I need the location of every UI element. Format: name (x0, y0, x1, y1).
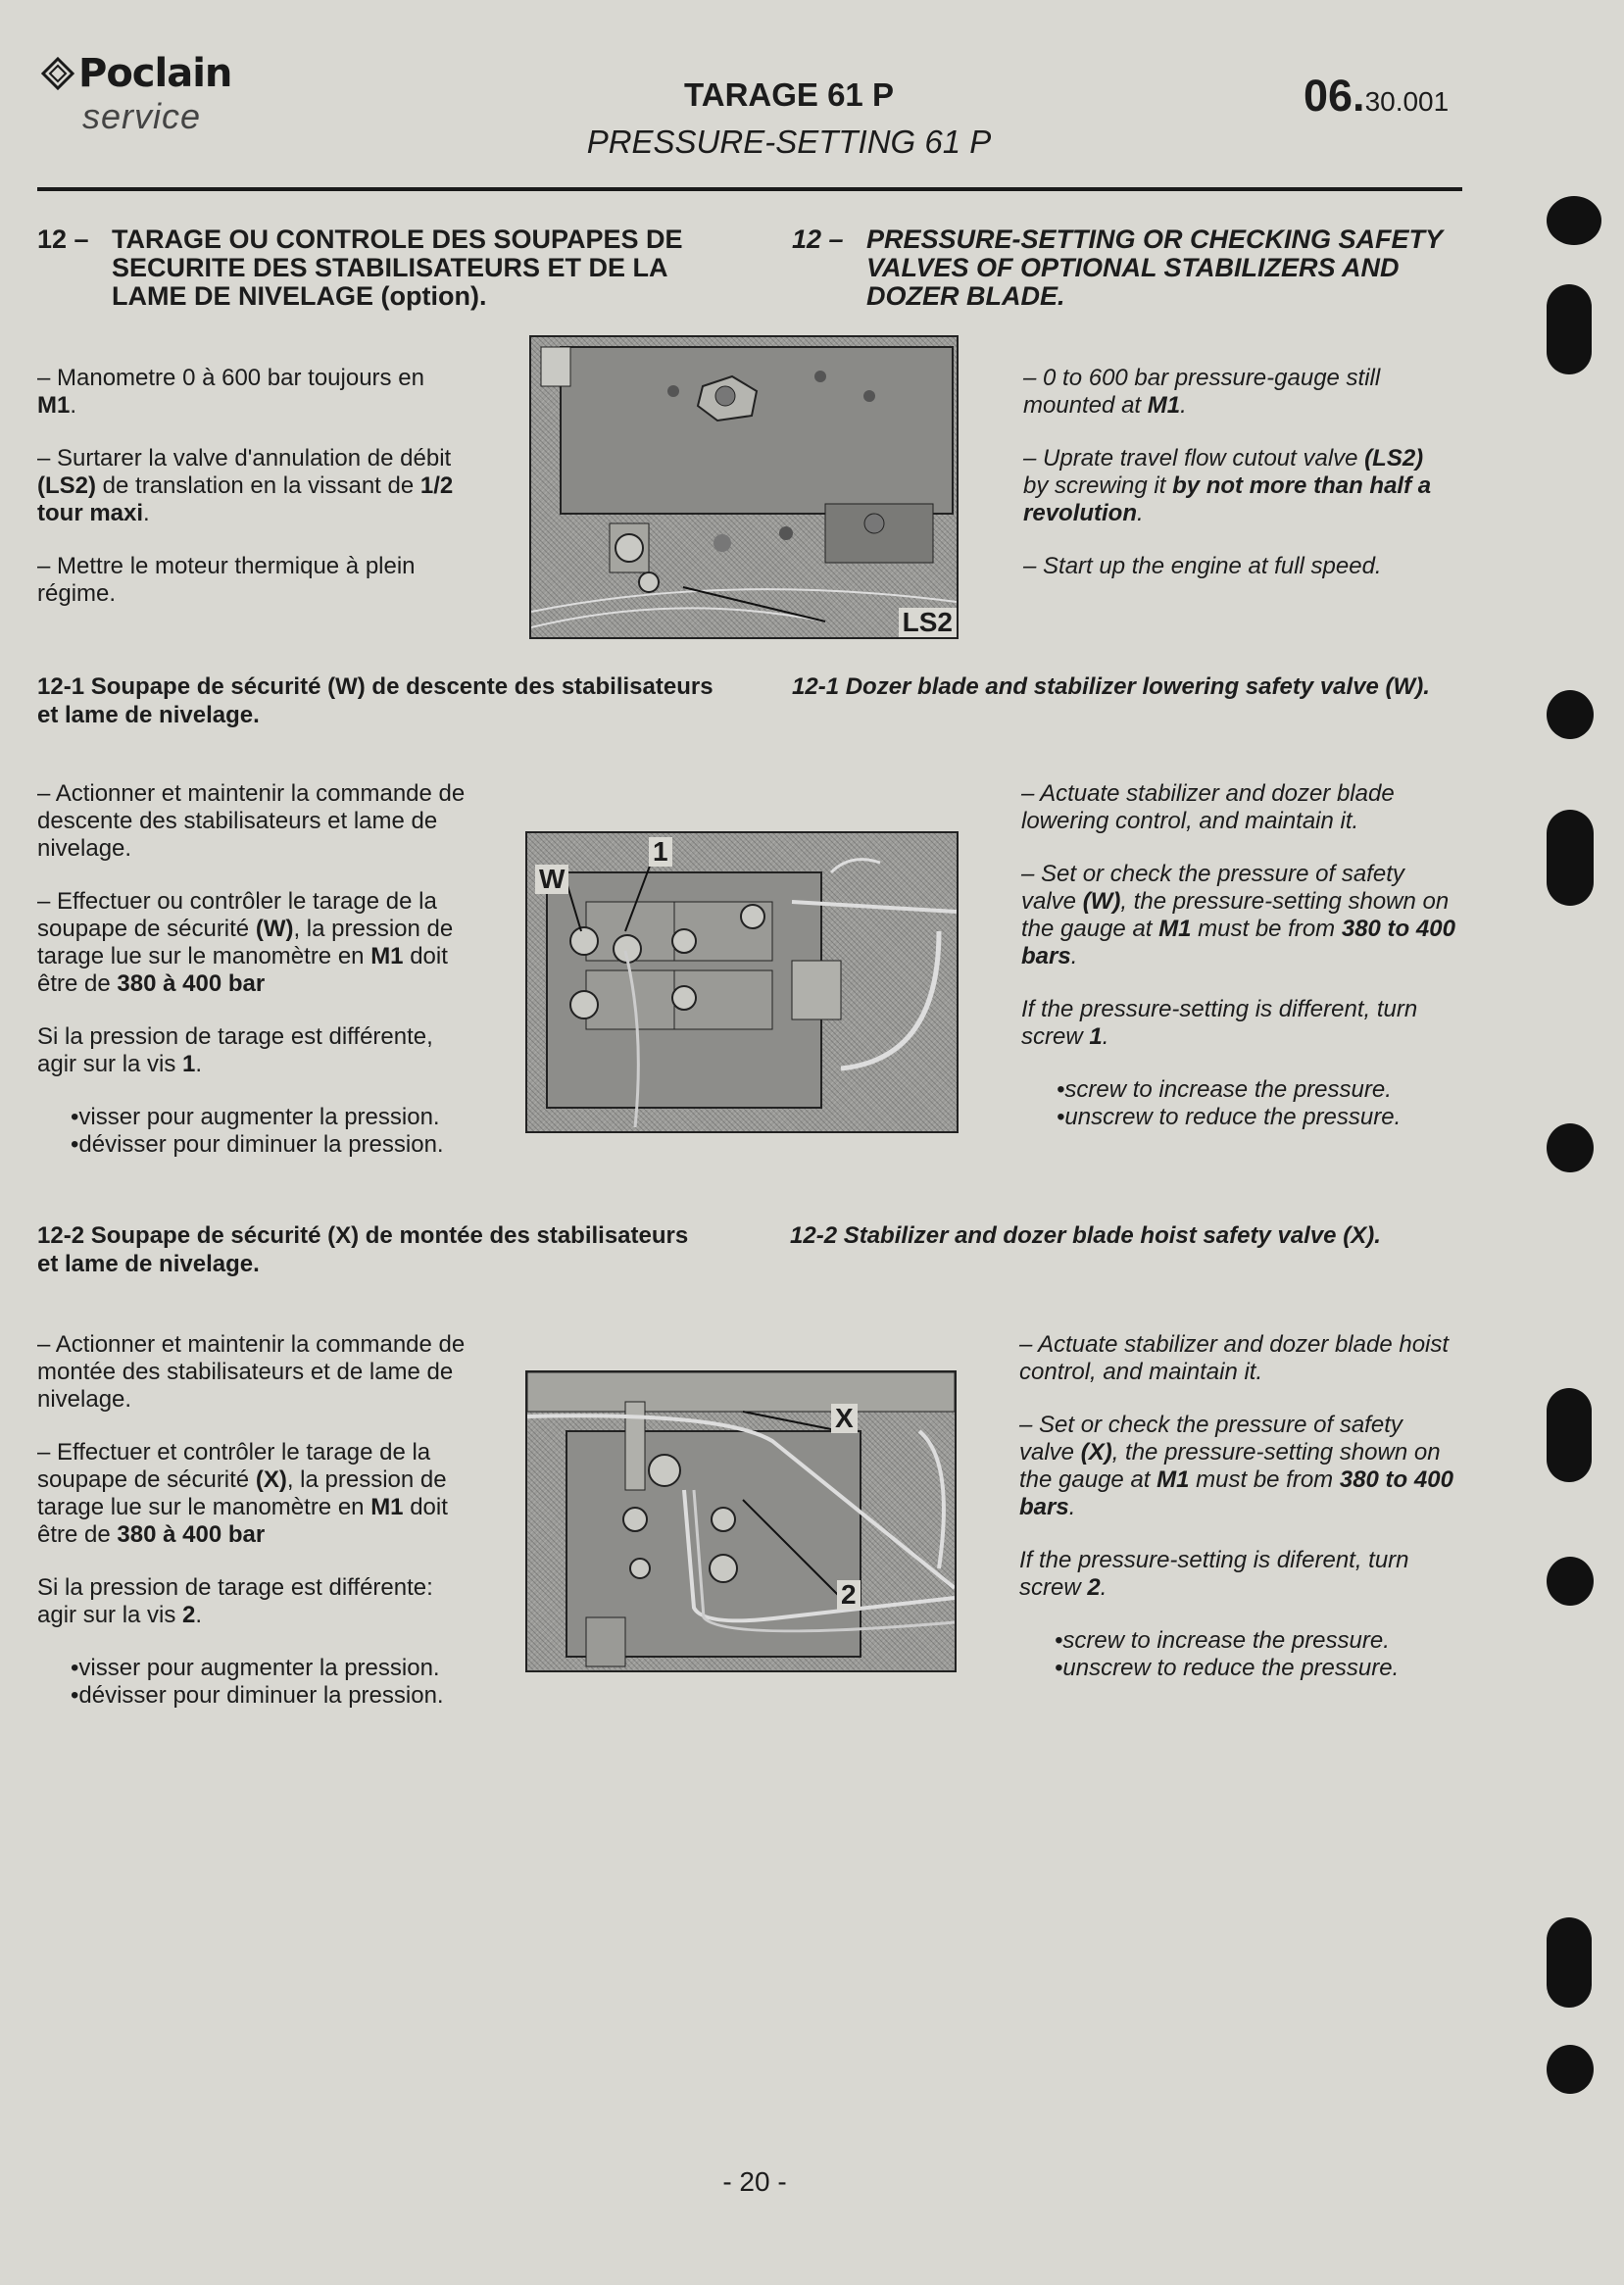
binder-slot (1547, 284, 1592, 374)
section-number: 12 – (792, 224, 844, 254)
section-12-body-en (1023, 365, 1454, 606)
figure-label-x: X (831, 1404, 858, 1433)
page-code-main: 06. (1304, 71, 1365, 121)
binder-hole (1547, 690, 1594, 739)
paragraph (37, 1574, 473, 1629)
paragraph: – Actionner et maintenir la commande de montée des stabilisateurs et de lame de nivelage. (37, 1331, 466, 1413)
section-12-1-body-fr (37, 780, 473, 1159)
section-12-2-body-fr (37, 1331, 473, 1710)
paragraph: – Actuate stabilizer and dozer blade hoist control, and maintain it. (1019, 1331, 1450, 1385)
paragraph (37, 445, 468, 527)
text: . (143, 500, 150, 526)
text: – 0 to 600 bar pressure-gauge still mounted at (1023, 365, 1381, 419)
text: . (1137, 500, 1144, 526)
text: – Set or check the pressure of safety valve (1019, 1412, 1403, 1465)
title-en: PRESSURE-SETTING 61 P (586, 124, 992, 160)
text: If the pressure-setting is different, turn screw (1021, 996, 1418, 1050)
text: 1 (1089, 1023, 1103, 1050)
text: M1 (1147, 392, 1181, 419)
text: . (195, 1051, 203, 1077)
text: doit être de (37, 943, 448, 997)
text: (X) (255, 1466, 287, 1493)
section-title: TARAGE OU CONTROLE DES SOUPAPES DE SECURITE DES STABILISATEURS ET DE LA LAME DE NIVELAGE (option). (112, 224, 683, 311)
text: M1 (37, 392, 71, 419)
text: (LS2) (1364, 445, 1424, 472)
text: (W) (1082, 888, 1121, 915)
text: 380 à 400 bar (117, 1521, 266, 1548)
section-12-1-body-en (1021, 780, 1457, 1131)
paragraph (37, 365, 468, 420)
text: must be from (1191, 916, 1342, 942)
list-item: • visser pour augmenter la pression. (71, 1104, 473, 1131)
text: . (1180, 392, 1187, 419)
text: . (195, 1602, 203, 1628)
list-item: • screw to increase the pressure. (1055, 1627, 1455, 1655)
list-item: • visser pour augmenter la pression. (71, 1655, 473, 1682)
text: Si la pression de tarage est différente: agir sur la vis (37, 1574, 433, 1628)
text: M1 (1156, 1466, 1190, 1493)
brand-sub: service (82, 96, 202, 136)
valve-block-illustration (531, 337, 957, 637)
text: , la pression de tarage lue sur le manomètre en (37, 916, 454, 969)
figure-label-w: W (535, 865, 568, 894)
paragraph: – Actionner et maintenir la commande de descente des stabilisateurs et lame de nivelage. (37, 780, 466, 862)
text: . (1068, 1494, 1076, 1520)
text: de translation en la vissant de (96, 472, 420, 499)
figure-label-1: 1 (649, 837, 672, 867)
text: – Surtarer la valve d'annulation de débit (37, 445, 452, 472)
paragraph (1019, 1412, 1455, 1521)
paragraph (1023, 445, 1454, 527)
text: by screwing it (1023, 472, 1173, 499)
text: 1/2 tour maxi (37, 472, 454, 526)
safety-valve-x-illustration (527, 1372, 955, 1670)
list-item: • screw to increase the pressure. (1057, 1076, 1457, 1104)
safety-valve-w-illustration (527, 833, 957, 1131)
binder-hole (1547, 1123, 1594, 1172)
figure-ls2-photo (529, 335, 959, 639)
section-title: PRESSURE-SETTING OR CHECKING SAFETY VALVES OF OPTIONAL STABILIZERS AND DOZER BLADE. (866, 224, 1443, 311)
binder-hole (1547, 196, 1601, 245)
binder-hole (1547, 1557, 1594, 1606)
section-12-title-en (792, 225, 1468, 311)
text: , the pressure-setting shown on the gauge at (1019, 1439, 1441, 1493)
text: 380 à 400 bar (117, 970, 266, 997)
section-12-1-title-fr: 12-1 Soupape de sécurité (W) de descente des stabilisateurs et lame de nivelage. (37, 673, 714, 728)
brand-name: Poclain (78, 51, 232, 96)
text: doit être de (37, 1494, 448, 1548)
section-number: 12 – (37, 224, 89, 254)
text: 1 (182, 1051, 196, 1077)
paragraph (1021, 861, 1457, 970)
section-12-2-title-fr: 12-2 Soupape de sécurité (X) de montée des stabilisateurs et lame de nivelage. (37, 1222, 689, 1277)
text: – Effectuer et contrôler le tarage de la soupape de sécurité (37, 1439, 431, 1493)
binder-hole (1547, 2045, 1594, 2094)
section-12-body-fr (37, 365, 468, 633)
text: – Set or check the pressure of safety valve (1021, 861, 1404, 915)
text: . (1100, 1574, 1107, 1601)
figure-label-ls2: LS2 (899, 608, 957, 637)
header-rule (37, 187, 1462, 191)
text: M1 (370, 1494, 404, 1520)
text: – Manometre 0 à 600 bar toujours en (37, 365, 424, 391)
text: If the pressure-setting is diferent, turn screw (1019, 1547, 1409, 1601)
text: – Effectuer ou contrôler le tarage de la soupape de sécurité (37, 888, 437, 942)
text: M1 (1158, 916, 1192, 942)
text: , la pression de tarage lue sur le manomètre en (37, 1466, 447, 1520)
text: . (1102, 1023, 1109, 1050)
binder-slot (1547, 1388, 1592, 1482)
paragraph (37, 1439, 473, 1549)
page-code (1304, 71, 1449, 122)
figure-x-photo (525, 1370, 957, 1672)
text: by not more than half a revolution (1023, 472, 1432, 526)
binder-slot (1547, 810, 1594, 906)
list-item: • dévisser pour diminuer la pression. (71, 1131, 473, 1159)
paragraph: – Actuate stabilizer and dozer blade lowering control, and maintain it. (1021, 780, 1395, 834)
list-item: • unscrew to reduce the pressure. (1057, 1104, 1457, 1131)
paragraph: – Mettre le moteur thermique à plein régime. (37, 553, 416, 607)
text: must be from (1189, 1466, 1340, 1493)
figure-label-2: 2 (837, 1580, 861, 1610)
bullet-list (1021, 1076, 1457, 1131)
section-12-1-title-en: 12-1 Dozer blade and stabilizer lowering safety valve (W). (792, 673, 1430, 700)
section-12-2-title-en: 12-2 Stabilizer and dozer blade hoist safety valve (X). (790, 1222, 1381, 1249)
text: (LS2) (37, 472, 96, 499)
text: 380 to 400 bars (1019, 1466, 1453, 1520)
text: (X) (1080, 1439, 1112, 1465)
paragraph (1021, 996, 1457, 1051)
text: M1 (370, 943, 404, 969)
text: 2 (1087, 1574, 1101, 1601)
text: 380 to 400 bars (1021, 916, 1455, 969)
list-item: • dévisser pour diminuer la pression. (71, 1682, 473, 1710)
paragraph (37, 888, 473, 998)
text: Si la pression de tarage est différente, agir sur la vis (37, 1023, 433, 1077)
paragraph: – Start up the engine at full speed. (1023, 553, 1382, 579)
paragraph (1023, 365, 1454, 420)
figure-w-photo (525, 831, 959, 1133)
section-12-title-fr (37, 225, 714, 311)
bullet-list (1019, 1627, 1455, 1682)
page-code-sub: 30.001 (1364, 86, 1450, 117)
bullet-list (37, 1104, 473, 1159)
page-number: - 20 - (722, 2166, 787, 2197)
list-item: • unscrew to reduce the pressure. (1055, 1655, 1455, 1682)
text: . (1070, 943, 1078, 969)
text: . (70, 392, 77, 419)
paragraph (1019, 1547, 1455, 1602)
bullet-list (37, 1655, 473, 1710)
text: (W) (255, 916, 294, 942)
text: – Uprate travel flow cutout valve (1023, 445, 1365, 472)
text: , the pressure-setting shown on the gauge at (1021, 888, 1450, 942)
text: 2 (182, 1602, 196, 1628)
title-fr: TARAGE 61 P (684, 76, 894, 113)
binder-slot (1547, 1917, 1592, 2008)
paragraph (37, 1023, 473, 1078)
section-12-2-body-en (1019, 1331, 1455, 1682)
